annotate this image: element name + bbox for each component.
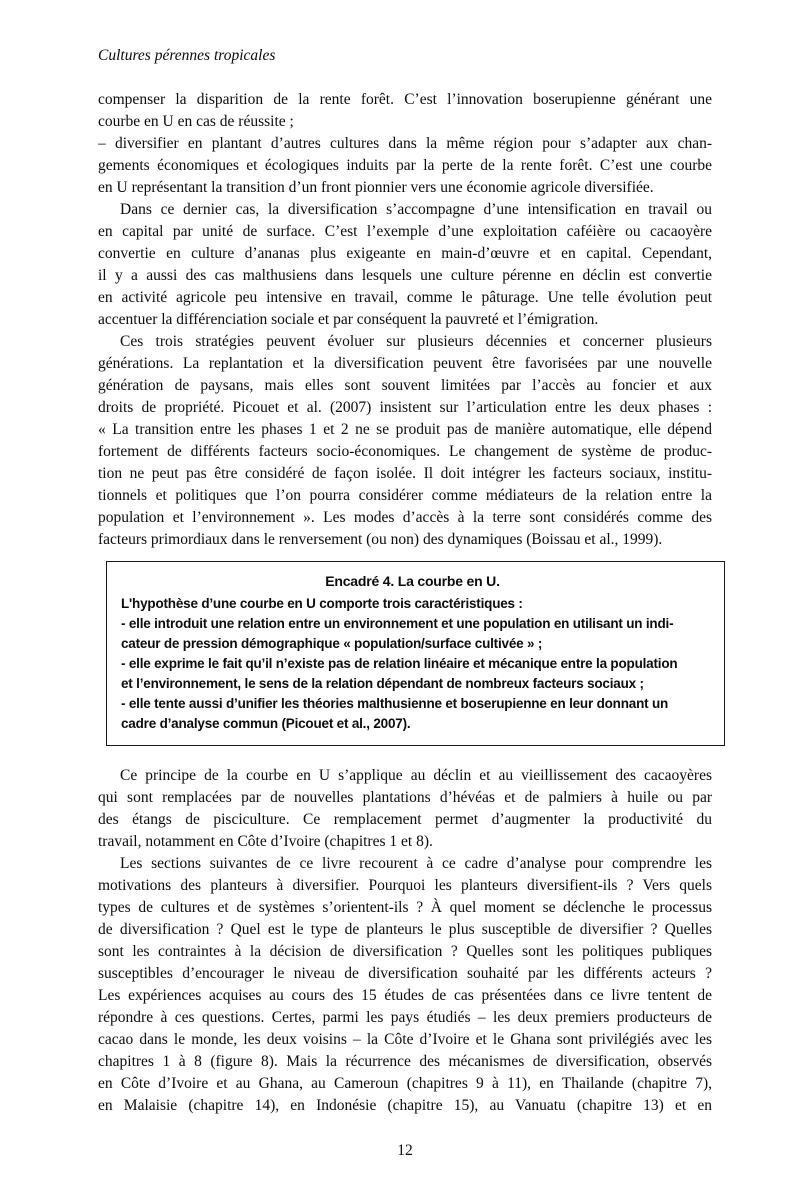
text-line: convertie en culture d’ananas plus exigeante en main-d’œuvre et en capital. Cependant, bbox=[98, 245, 712, 262]
text-line: facteurs primordiaux dans le renversement (ou non) des dynamiques (Boissau et al., 1999). bbox=[98, 531, 663, 548]
text-line: il y a aussi des cas malthusiens dans lesquels une culture pérenne en déclin est convertie bbox=[98, 267, 712, 284]
text-line: sont les contraintes à la décision de diversification ? Quelles sont les politiques publiques bbox=[98, 943, 712, 960]
text-line: L'hypothèse d’une courbe en U comporte trois caractéristiques : bbox=[121, 596, 523, 611]
paragraph bbox=[98, 331, 712, 551]
text-line: génération de paysans, mais elles sont souvent limitées par l’accès au foncier et aux bbox=[98, 377, 712, 394]
text-line: chapitres 1 à 8 (figure 8). Mais la récurrence des mécanismes de diversification, observés bbox=[98, 1053, 712, 1070]
text-line: qui sont remplacées par de nouvelles plantations d’hévéas et de palmiers à huile ou par bbox=[98, 789, 712, 806]
text-line: - elle tente aussi d’unifier les théories malthusienne et boserupienne en leur donnant un bbox=[121, 696, 669, 711]
text-line: population et l’environnement ». Les modes d’accès à la terre sont considérés comme des bbox=[98, 509, 712, 526]
text-line: cadre d’analyse commun (Picouet et al., 2007). bbox=[121, 716, 411, 731]
paragraph bbox=[98, 199, 712, 331]
text-line: « La transition entre les phases 1 et 2 ne se produit pas de manière automatique, elle dépend bbox=[98, 421, 712, 438]
text-line: compenser la disparition de la rente forêt. C’est l’innovation boserupienne générant une bbox=[98, 91, 712, 108]
text-line: générations. La replantation et la diversification peuvent être favorisées par une nouvelle bbox=[98, 355, 712, 372]
text-line: travail, notamment en Côte d’Ivoire (chapitres 1 et 8). bbox=[98, 833, 433, 850]
text-column bbox=[98, 46, 712, 1161]
encadre-title: Encadré 4. La courbe en U. bbox=[325, 573, 500, 589]
text-line: - elle introduit une relation entre un environnement et une population en utilisant un indi- bbox=[121, 616, 674, 631]
text-line: et l’environnement, le sens de la relation dépendant de nombreux facteurs sociaux ; bbox=[121, 676, 644, 691]
text-line: courbe en U en cas de réussite ; bbox=[98, 113, 294, 130]
text-line: des étangs de pisciculture. Ce remplacement permet d’augmenter la productivité du bbox=[98, 811, 712, 828]
encadre-box bbox=[106, 561, 725, 746]
text-line: susceptibles d’encourager le niveau de diversification souhaité par les différents acteurs ? bbox=[98, 965, 712, 982]
body-text bbox=[98, 89, 712, 1117]
text-line: gements économiques et écologiques induits par la perte de la rente forêt. C’est une courbe bbox=[98, 157, 712, 174]
paragraph-continuation bbox=[98, 89, 712, 133]
page-number: 12 bbox=[397, 1142, 413, 1159]
paragraph bbox=[98, 853, 712, 1117]
text-line: en Malaisie (chapitre 14), en Indonésie (chapitre 15), au Vanuatu (chapitre 13) et en bbox=[98, 1097, 712, 1114]
text-line: Ce principe de la courbe en U s’applique au déclin et au vieillissement des cacaoyères bbox=[120, 767, 712, 784]
text-line: Les sections suivantes de ce livre recourent à ce cadre d’analyse pour comprendre les bbox=[120, 855, 712, 872]
text-line: fortement de différents facteurs socio-économiques. Le changement de système de produc- bbox=[98, 443, 712, 460]
paragraph bbox=[98, 765, 712, 853]
text-line: en U représentant la transition d’un front pionnier vers une économie agricole diversifiée. bbox=[98, 179, 654, 196]
text-line: de diversification ? Quel est le type de planteurs le plus susceptible de diversifier ? Quelles bbox=[98, 921, 712, 938]
text-line: accentuer la différenciation sociale et par conséquent la pauvreté et l’émigration. bbox=[98, 311, 599, 328]
text-line: types de cultures et de systèmes s’orientent-ils ? À quel moment se déclenche le processus bbox=[98, 899, 712, 916]
text-line: droits de propriété. Picouet et al. (2007) insistent sur l’articulation entre les deux phases : bbox=[98, 399, 712, 416]
text-line: tion ne peut pas être considéré de façon isolée. Il doit intégrer les facteurs sociaux, institu- bbox=[98, 465, 712, 482]
text-line: Les expériences acquises au cours des 15 études de cas présentées dans ce livre tentent de bbox=[98, 987, 712, 1004]
text-line: cacao dans le monde, les deux voisins – la Côte d’Ivoire et le Ghana sont privilégiés avec les bbox=[98, 1031, 712, 1048]
text-line: en capital par unité de surface. C’est l’exemple d’une exploitation caféière ou cacaoyère bbox=[98, 223, 712, 240]
text-line: en Côte d’Ivoire et au Ghana, au Cameroun (chapitres 9 à 11), en Thailande (chapitre 7), bbox=[98, 1075, 712, 1092]
text-line: Dans ce dernier cas, la diversification s’accompagne d’une intensification en travail ou bbox=[120, 201, 712, 218]
text-line: Ces trois stratégies peuvent évoluer sur plusieurs décennies et concerner plusieurs bbox=[120, 333, 712, 350]
running-header: Cultures pérennes tropicales bbox=[98, 47, 276, 64]
text-line: tionnels et politiques que l’on pourra considérer comme médiateurs de la relation entre la bbox=[98, 487, 712, 504]
text-line: – diversifier en plantant d’autres cultures dans la même région pour s’adapter aux chan- bbox=[98, 135, 712, 152]
text-line: - elle exprime le fait qu’il n’existe pas de relation linéaire et mécanique entre la population bbox=[121, 656, 678, 671]
text-line: cateur de pression démographique « population/surface cultivée » ; bbox=[121, 636, 543, 651]
encadre-body bbox=[121, 594, 704, 734]
text-line: répondre à ces questions. Certes, parmi les pays étudiés – les deux premiers producteurs de bbox=[98, 1009, 712, 1026]
dash-list-item bbox=[98, 133, 712, 199]
text-line: motivations des planteurs à diversifier. Pourquoi les planteurs diversifient-ils ? Vers quels bbox=[98, 877, 712, 894]
text-line: en activité agricole peu intensive en travail, comme le pâturage. Une telle évolution peut bbox=[98, 289, 712, 306]
